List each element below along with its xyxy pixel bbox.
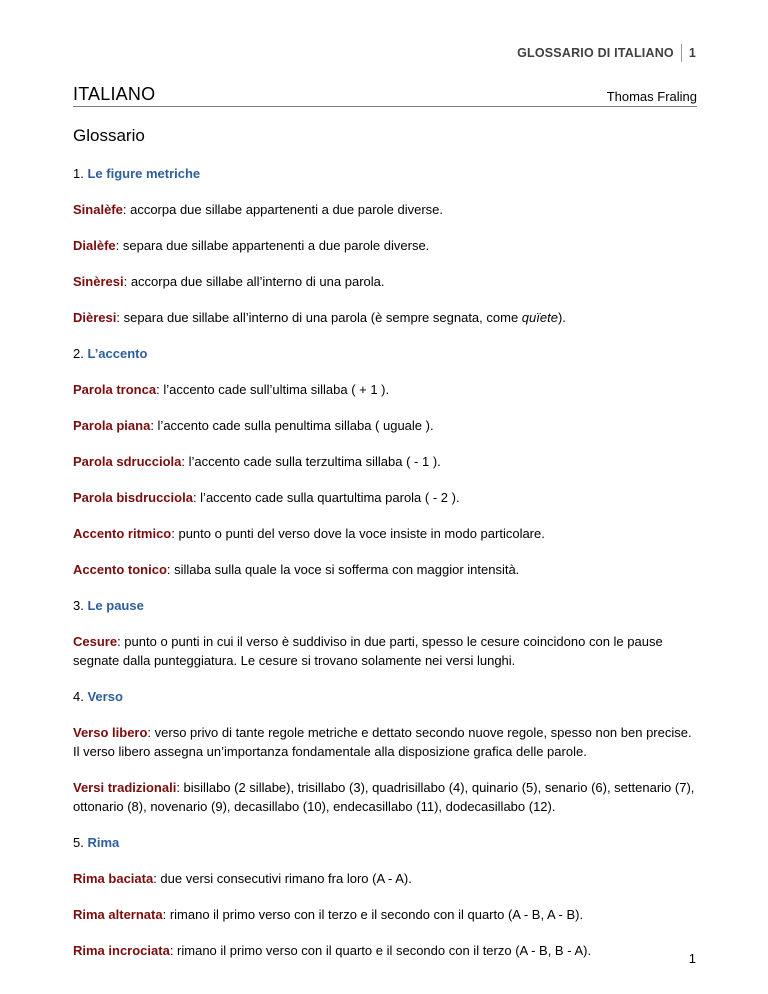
- glossary-entry: [73, 488, 701, 507]
- glossary-entry: [73, 778, 701, 816]
- section-number: 3.: [73, 598, 88, 613]
- glossary-definition: : due versi consecutivi rimano fra loro (A - A).: [153, 871, 412, 886]
- glossary-entry: [73, 869, 701, 888]
- running-title: GLOSSARIO DI ITALIANO: [517, 46, 674, 60]
- glossary-definition: : l’accento cade sulla penultima sillaba ( uguale ).: [150, 418, 434, 433]
- glossary-term: Accento tonico: [73, 562, 167, 577]
- section-heading: [73, 833, 701, 852]
- running-header: [517, 44, 696, 62]
- glossary-entry: [73, 452, 701, 471]
- glossary-definition: : accorpa due sillabe all’interno di una parola.: [123, 274, 385, 289]
- glossary-entry: [73, 308, 701, 327]
- glossary-definition: : punto o punti in cui il verso è suddiviso in due parti, spesso le cesure coincidono con le pause segnate dalla punteggiatura. Le cesure si trovano solamente nei versi lunghi.: [73, 634, 663, 668]
- glossary-term: Cesure: [73, 634, 118, 649]
- glossary-example: quïete: [521, 310, 558, 325]
- glossary-definition: : sillaba sulla quale la voce si sofferma con maggior intensità.: [166, 562, 520, 577]
- document-subtitle: Glossario: [73, 126, 145, 145]
- glossary-entry: [73, 941, 701, 960]
- glossary-definition: : separa due sillabe all’interno di una parola (è sempre segnata, come: [116, 310, 522, 325]
- glossary-term: Rima incrociata: [73, 943, 170, 958]
- section-number: 1.: [73, 166, 88, 181]
- glossary-term: Parola sdrucciola: [73, 454, 182, 469]
- glossary-entry: [73, 905, 701, 924]
- glossary-entry: [73, 200, 701, 219]
- glossary-term: Verso libero: [73, 725, 148, 740]
- glossary-term: Sinalèfe: [73, 202, 123, 217]
- footer-page-number: 1: [688, 951, 696, 966]
- glossary-definition: : punto o punti del verso dove la voce insiste in modo particolare.: [171, 526, 545, 541]
- document-author: Thomas Fraling: [606, 89, 697, 104]
- glossary-definition: : bisillabo (2 sillabe), trisillabo (3), quadrisillabo (4), quinario (5), senario (6), settenario (7), ottonario (8), novenario (9), decasillabo (10), endecasillabo (11), dodecasillabo (12).: [73, 780, 695, 814]
- glossary-term: Parola bisdrucciola: [73, 490, 193, 505]
- glossary-entry: [73, 236, 701, 255]
- glossary-term: Parola tronca: [73, 382, 157, 397]
- document-body: [73, 118, 701, 960]
- glossary-term: Sinèresi: [73, 274, 124, 289]
- document-title: ITALIANO: [73, 84, 156, 104]
- section-title: Le figure metriche: [87, 166, 201, 181]
- glossary-definition: : l’accento cade sulla quartultima parola ( - 2 ).: [192, 490, 460, 505]
- header-divider: [681, 44, 682, 62]
- glossary-definition: : rimano il primo verso con il quarto e il secondo con il terzo (A - B, B - A).: [169, 943, 592, 958]
- section-heading: [73, 344, 701, 363]
- section-number: 5.: [73, 835, 88, 850]
- glossary-definition: : l’accento cade sull’ultima sillaba ( + 1 ).: [156, 382, 390, 397]
- glossary-definition: : verso privo di tante regole metriche e dettato secondo nuove regole, spesso non ben precise. Il verso libero assegna un’importanza fondamentale alla disposizione grafica delle parole.: [73, 725, 692, 759]
- glossary-term: Dièresi: [73, 310, 117, 325]
- glossary-entry: [73, 723, 701, 761]
- section-heading: [73, 596, 701, 615]
- section-number: 2.: [73, 346, 88, 361]
- section-heading: [73, 164, 701, 183]
- section-number: 4.: [73, 689, 88, 704]
- glossary-definition-end: ).: [557, 310, 566, 325]
- glossary-definition: : separa due sillabe appartenenti a due parole diverse.: [115, 238, 430, 253]
- header-page-number: 1: [688, 46, 696, 60]
- glossary-entry: [73, 560, 701, 579]
- glossary-entry: [73, 272, 701, 291]
- section-title: L’accento: [87, 346, 148, 361]
- glossary-definition: : accorpa due sillabe appartenenti a due parole diverse.: [122, 202, 444, 217]
- glossary-entry: [73, 524, 701, 543]
- glossary-entry: [73, 632, 701, 670]
- glossary-entry: [73, 380, 701, 399]
- glossary-definition: : l’accento cade sulla terzultima sillaba ( - 1 ).: [181, 454, 441, 469]
- glossary-term: Dialèfe: [73, 238, 116, 253]
- section-title: Le pause: [87, 598, 144, 613]
- glossary-term: Parola piana: [73, 418, 151, 433]
- glossary-term: Rima baciata: [73, 871, 154, 886]
- glossary-entry: [73, 416, 701, 435]
- glossary-term: Rima alternata: [73, 907, 163, 922]
- glossary-term: Versi tradizionali: [73, 780, 177, 795]
- section-heading: [73, 687, 701, 706]
- section-title: Verso: [87, 689, 123, 704]
- glossary-term: Accento ritmico: [73, 526, 172, 541]
- glossary-definition: : rimano il primo verso con il terzo e il secondo con il quarto (A - B, A - B).: [162, 907, 584, 922]
- section-title: Rima: [87, 835, 120, 850]
- title-bar: [73, 86, 697, 107]
